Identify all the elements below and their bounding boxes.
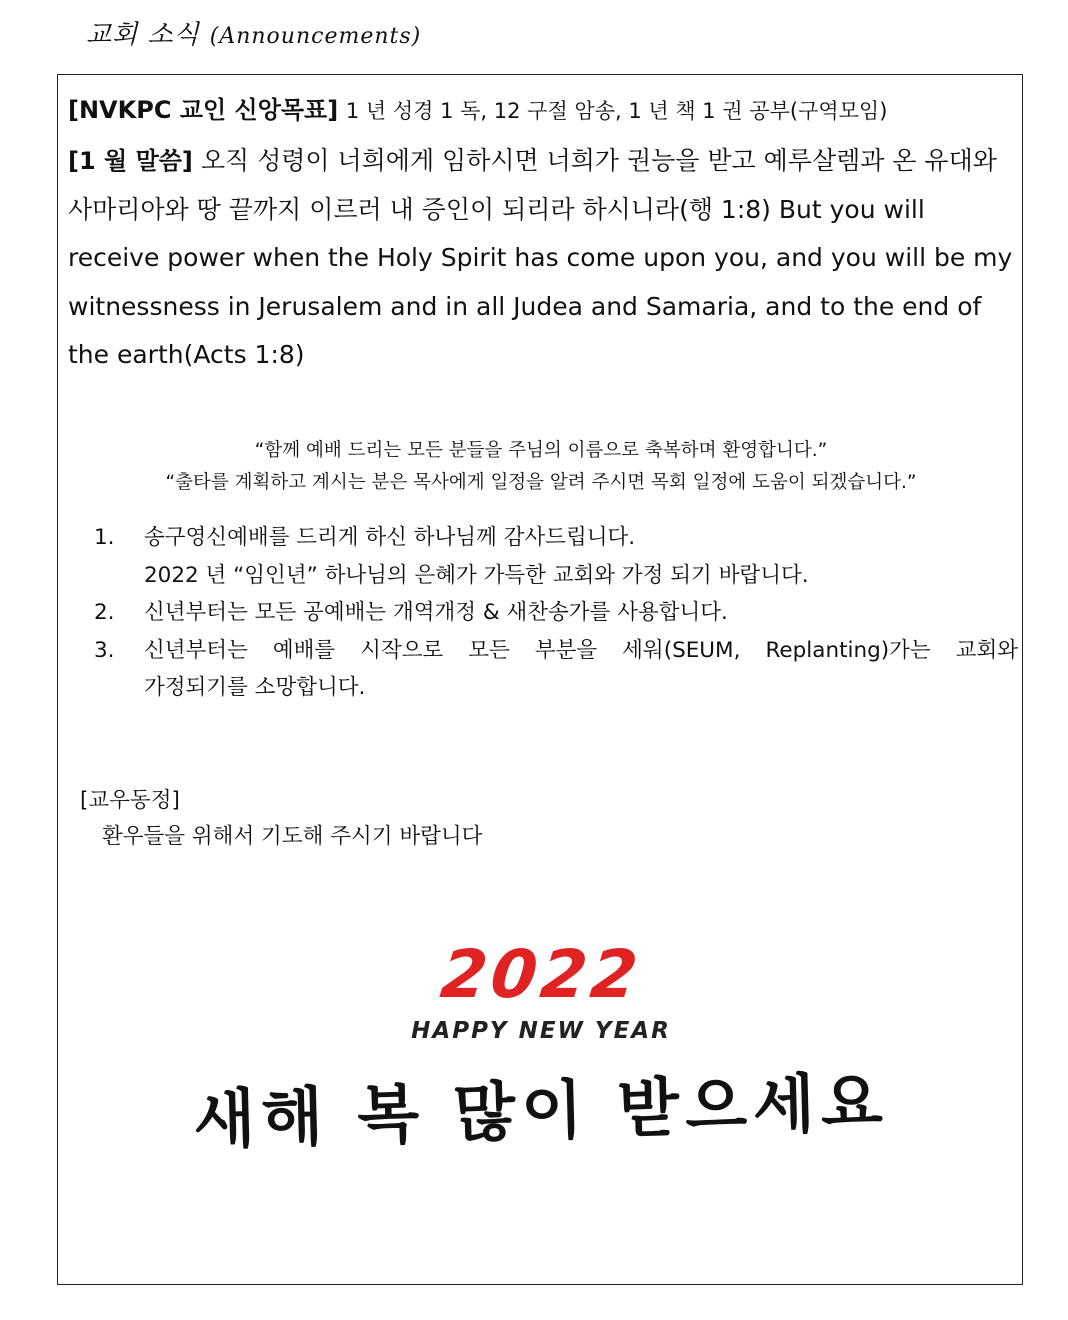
item-text: 신년부터는 예배를 시작으로 모든 부분을 세워(SEUM, Replanting)가는 교회와 [144, 637, 1018, 663]
announcement-item [94, 594, 1018, 632]
prayer-request: 환우들을 위해서 기도해 주시기 바랍니다 [102, 824, 483, 849]
item-text: 신년부터는 모든 공예배는 개역개정 & 새찬송가를 사용합니다. [144, 600, 728, 625]
page-title-english: (Announcements) [209, 24, 422, 49]
faith-goal-text: 1 년 성경 1 독, 12 구절 암송, 1 년 책 1 권 공부(구역모임) [345, 99, 888, 123]
announcement-list [94, 519, 1018, 707]
prayer-heading: [교우동정] [80, 788, 180, 813]
item-number: 3. [94, 637, 115, 663]
item-number: 2. [94, 600, 115, 625]
faith-goal [68, 91, 1013, 130]
item-number: 1. [94, 525, 115, 550]
item-text: 가정되기를 소망합니다. [144, 675, 366, 700]
monthly-verse-text: 오직 성령이 너희에게 임하시면 너희가 권능을 받고 예루살렘과 온 유대와 사마리아와 땅 끝까지 이르러 내 증인이 되리라 하시니라(행 1:8) But you will receive power when the Holy Spirit has come upon you, and you will be my witnessness in Jerusalem and in all Judea and Samaria, and to the end of the earth(Acts 1:8) [68, 146, 1013, 369]
monthly-verse-label: [1 월 말씀] [68, 147, 193, 175]
page-title-korean: 교회 소식 [86, 20, 200, 50]
announcement-box [57, 74, 1023, 1285]
announcement-item [94, 632, 1018, 707]
monthly-verse [68, 137, 1016, 380]
announcement-item [94, 519, 1018, 594]
greeting-happy-new-year: HAPPY NEW YEAR [411, 1018, 671, 1044]
item-text: 송구영신예배를 드리게 하신 하나님께 감사드립니다. [144, 525, 636, 550]
item-text: 2022 년 “임인년” 하나님의 은혜가 가득한 교회와 가정 되기 바랍니다. [144, 562, 809, 588]
welcome-message [58, 435, 1024, 499]
greeting-blessing: 새해 복 많이 받으세요 [192, 1065, 890, 1159]
new-year-greeting [58, 935, 1024, 1195]
welcome-line: “함께 예배 드리는 모든 분들을 주님의 이름으로 축복하며 환영합니다.” [254, 440, 828, 461]
travel-notice-line: “출타를 계획하고 계시는 분은 목사에게 일정을 알려 주시면 목회 일정에 도움이 되겠습니다.” [165, 472, 917, 493]
greeting-year: 2022 [437, 936, 645, 1013]
page-title [86, 14, 421, 51]
faith-goal-label: [NVKPC 교인 신앙목표] [68, 96, 339, 124]
